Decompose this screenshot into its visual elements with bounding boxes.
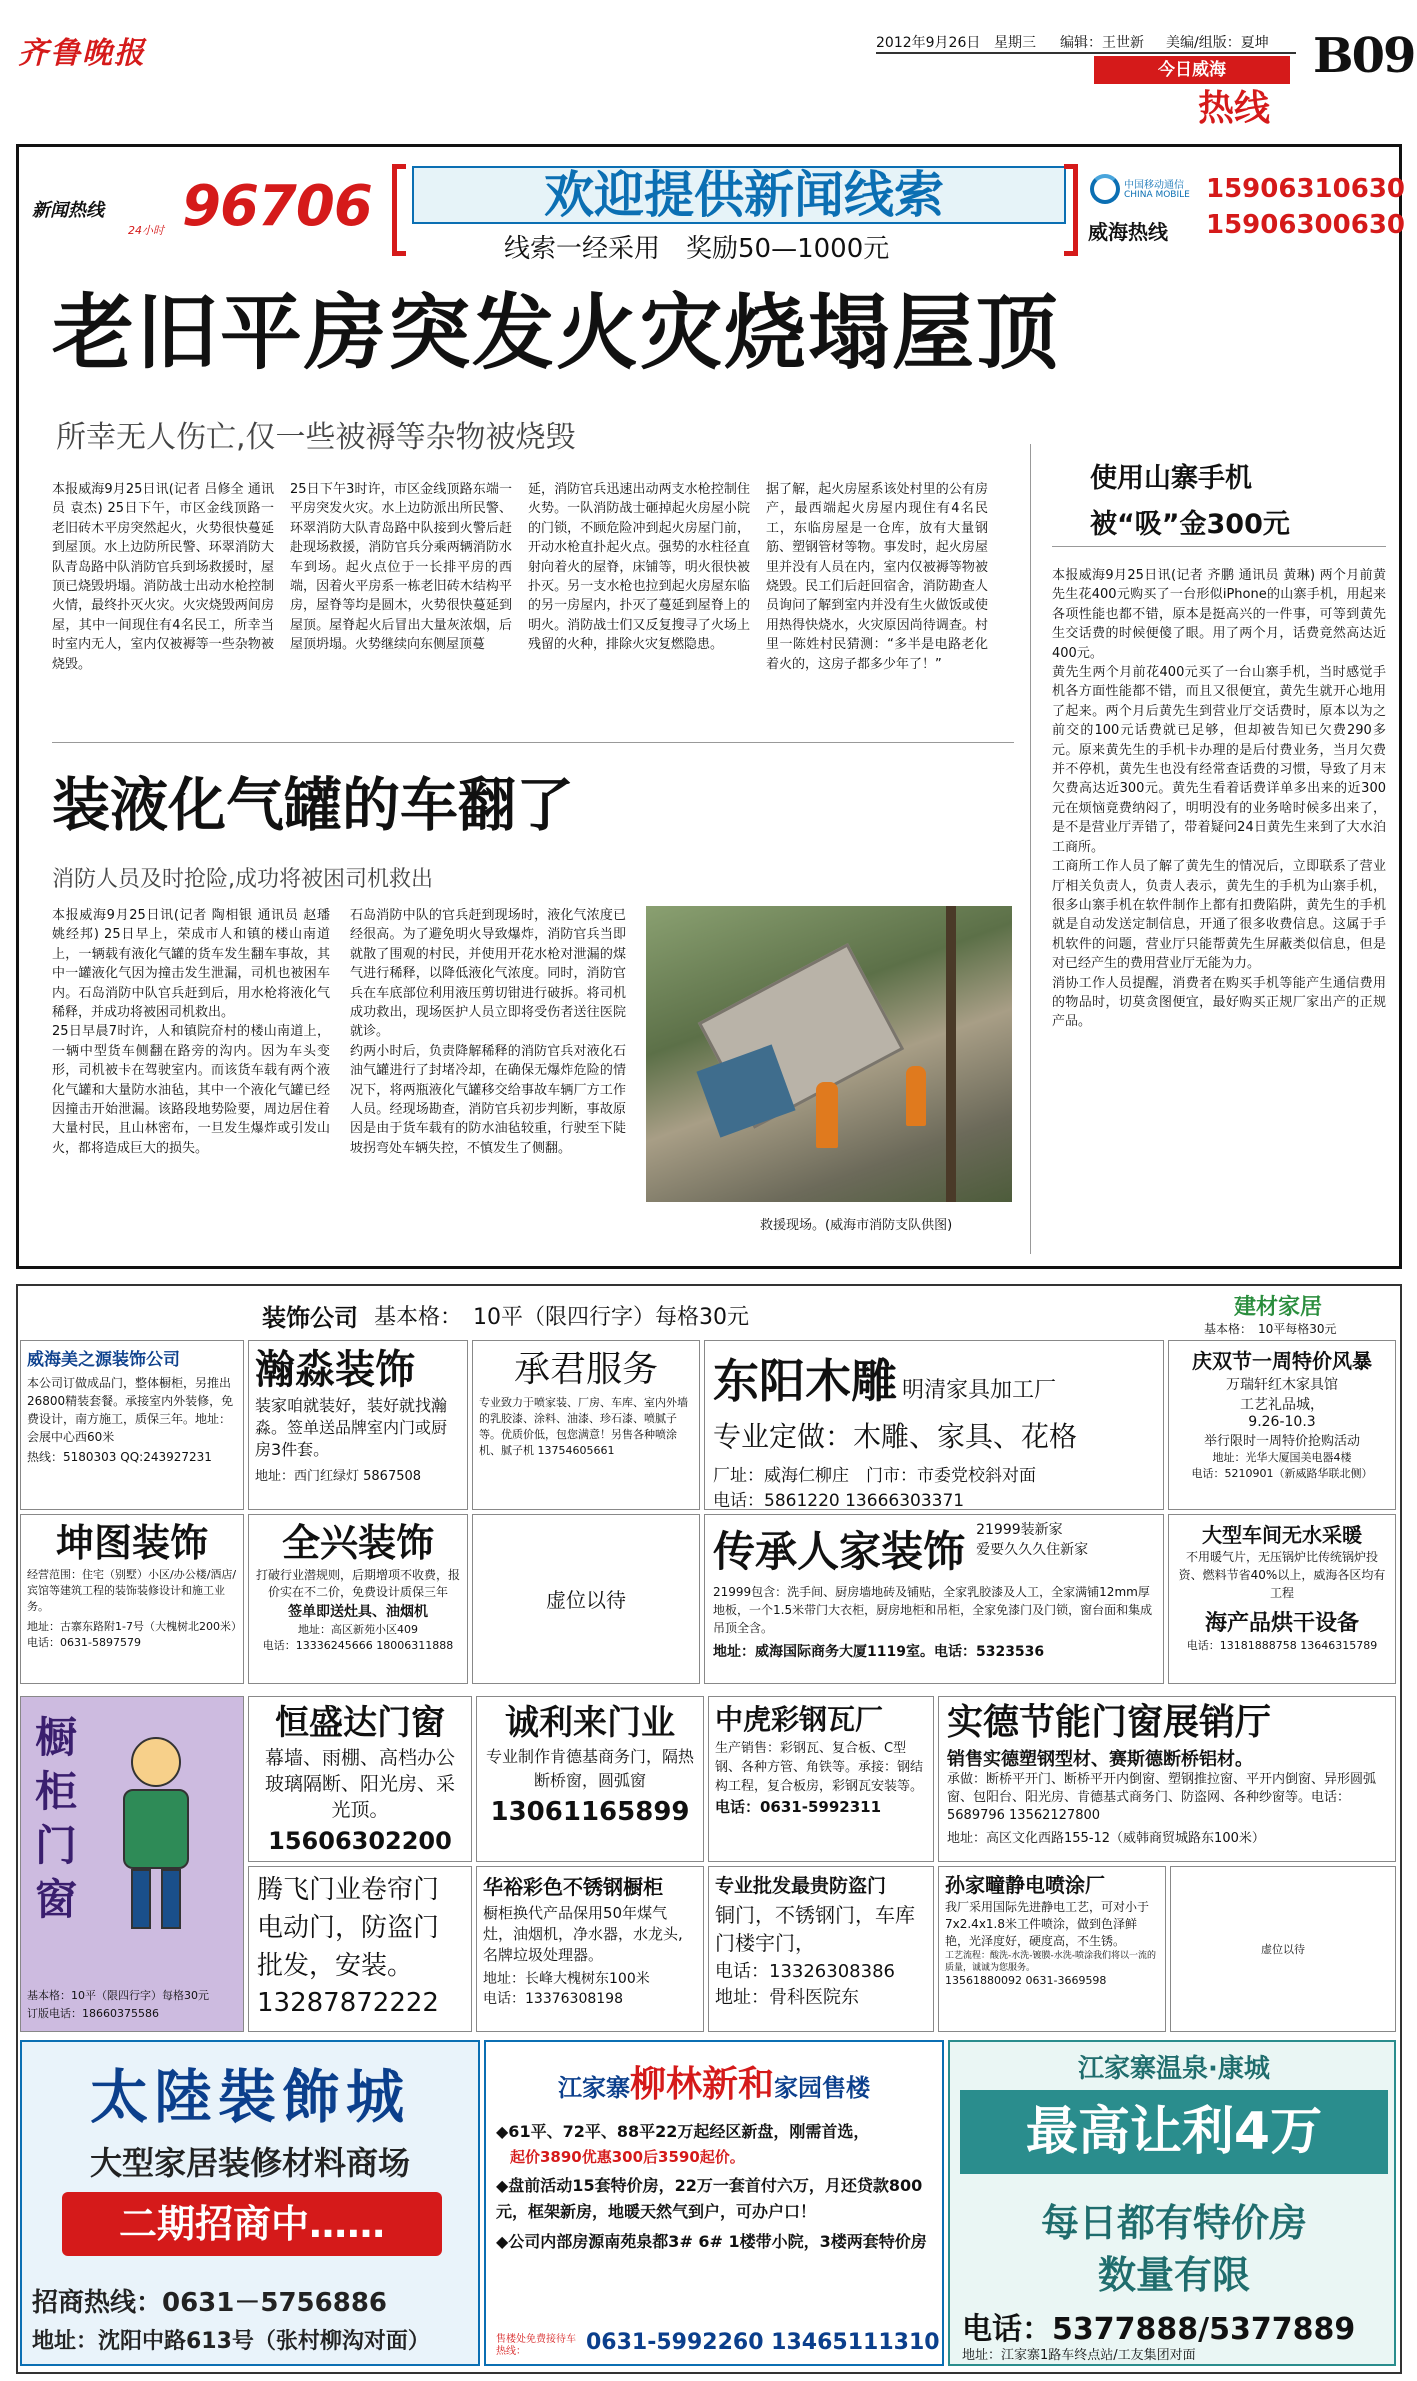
firefighter-1 (816, 1082, 838, 1148)
issue-date: 2012年9月26日 (876, 35, 981, 51)
ad-sub: 大型家居装修材料商场 (89, 2144, 410, 2182)
ad-title: 东阳木雕 (713, 1354, 897, 1408)
ad-body: 我厂采用国际先进静电工艺，可对小于7x2.4x1.8米工件喷涂，做到色泽鲜艳，光泽度好，硬度高，不生锈。 (945, 1900, 1150, 1948)
ad-title: 坤图装饰 (55, 1521, 208, 1565)
jiancai-price: 基本格： 10平每格30元 (1204, 1322, 1337, 1336)
chugui-title: 橱柜门窗 (35, 1713, 78, 1924)
designer: 美编/组版：夏坤 (1166, 35, 1269, 51)
article2-subhead: 消防人员及时抢险,成功将被困司机救出 (52, 867, 433, 892)
ad-body: 经营范围：住宅（别墅）小区/办公楼/酒店/宾馆等建筑工程的装饰装修设计和施工业务。 (27, 1568, 237, 1613)
rescue-photo (646, 906, 1012, 1202)
mobile-brand-en: CHINA MOBILE (1124, 190, 1190, 200)
hotline-sub: 线索一经采用 奖励50—1000元 (504, 234, 890, 264)
ad-body: 铜门，不锈钢门，车库门楼宇门， (715, 1903, 915, 1955)
ad-addr: 地址：西门红绿灯 5867508 (255, 1469, 422, 1484)
article2-col2: 石岛消防中队的官兵赶到现场时，液化气浓度已经很高。为了避免明火导致爆炸，消防官兵当即就散了围观的村民，并使用开花水枪对泄漏的煤气进行稀释，以降低液化气浓度。同时，消防官兵在车底部位利用液压剪切钳进行破拆。将司机成功救出，现场医护人员立即将受伤者送往医院就诊。 约两小时后，负责降解稀释的消防官兵对液化石油气罐进行了封堵冷却，在确保无爆炸危险的情况下，将两瓶液化气罐移交给事故车辆厂方工作人员。经现场勘查，消防官兵初步判断，事故原因是由于货车载有的防水油毡较重，行驶至下陡坡拐弯处车辆失控，不慎发生了侧翻。 (350, 908, 626, 1156)
ad-title: 庆双节一周特价风暴 (1192, 1349, 1372, 1373)
ad-title-name: 柳林新和 (629, 2064, 774, 2105)
ad-body-3: 9.26-10.3 (1248, 1414, 1316, 1430)
article1-subhead: 所幸无人伤亡,仅一些被褥等杂物被烧毁 (56, 420, 576, 455)
article1-headline: 老旧平房突发火灾烧塌屋顶 (52, 286, 1061, 381)
ad-body: 电动门，防盗门批发，安装。 (257, 1913, 440, 1981)
ad-sub-2: 数量有限 (1097, 2253, 1250, 2297)
ad-promo: 二期招商中…… (62, 2192, 442, 2256)
classified-title: 装饰公司 (262, 1304, 358, 1332)
ad-title: 承君服务 (513, 1349, 658, 1390)
ad-sunjia (938, 1866, 1166, 2032)
ad-bullet-1: ◆61平、72平、88平22万起经区新盘，刚需首选， (496, 2122, 870, 2141)
ad-body: 21999包含：洗手间、厨房墙地砖及铺贴，全家乳胶漆及人工，全家满铺12mm厚地板，一个1.5米带门大衣柜，厨房地柜和吊柜，全家免漆门及门锁，窗台面和集成吊顶全含。 (713, 1585, 1153, 1635)
mobile-brand: 中国移动通信 (1124, 180, 1184, 191)
ad-addr: 地址：长峰大槐树东100米 (483, 1971, 650, 1987)
article1-col1: 本报威海9月25日讯(记者 吕修全 通讯员 袁杰) 25日下午，市区金线顶路一老旧砖木平房突然起火，火势很快蔓延到屋顶。水上边防所民警、环翠消防大队青岛路中队消防官兵到场救援时，屋顶已烧毁坍塌。消防战士出动水枪控制火情，最终扑灭火灾。火灾烧毁两间房屋，其中一间现住有4名民工，所幸当时室内无人，室内仅被褥等一些杂物被烧毁。 (52, 482, 274, 672)
ad-tel: 13561880092 0631-3669598 (945, 1974, 1107, 1987)
ad-shide (938, 1696, 1396, 1862)
ad-tel: 15606302200 (268, 1827, 452, 1855)
ad-tel: 电话：13376308198 (483, 1991, 623, 2007)
article1-col3: 延，消防官兵迅速出动两支水枪控制住火势。一队消防战士砸掉起火房屋小院的门锁，不顾危险冲到起火房屋门前，开动水枪直扑起火点。强势的水柱径直射向着火的屋脊，床铺等，明火很快被扑灭。另一支水枪也拉到起火房屋东临的另一房屋内，扑灭了蔓延到屋脊上的明火。消防战士们又反复搜寻了火场上残留的火种，排除火灾复燃隐患。 (528, 482, 750, 653)
ad-qingshuang (1168, 1340, 1396, 1510)
ad-title: 诚利来门业 (505, 1703, 675, 1743)
ad-title: 虚位以待 (1261, 1943, 1305, 1956)
ad-title: 恒盛达门窗 (275, 1703, 445, 1743)
ad-tel: 电话：5861220 13666303371 (713, 1491, 965, 1510)
classified-price: 基本格： 10平（限四行字）每格30元 (374, 1305, 749, 1330)
jiancai-title: 建材家居 (1234, 1295, 1323, 1320)
section-bottom: 热线 (1198, 88, 1271, 129)
ad-big: 最高让利4万 (960, 2090, 1388, 2174)
ad-tel: 13061165899 (490, 1797, 690, 1827)
ad-tel: 电话：5210901（新威路华联北侧） (1191, 1467, 1373, 1480)
ad-addr: 厂址：威海仁柳庄 门市：市委党校斜对面 (713, 1466, 1036, 1486)
ad-quanxing (248, 1514, 468, 1684)
ad-title: 腾飞门业卷帘门 (257, 1875, 440, 1905)
firefighter-2 (906, 1066, 926, 1126)
ad-tel: 电话：0631-5992311 (715, 1798, 882, 1816)
ad-body: 橱柜换代产品保用50年煤气灶，油烟机，净水器，水龙头,名牌垃圾处理器。 (483, 1904, 683, 1964)
issue-weekday: 星期三 (994, 35, 1036, 51)
ad-title: 孙家疃静电喷涂厂 (945, 1873, 1105, 1897)
ad-dongyang (704, 1340, 1164, 1510)
ad-chuancheng (704, 1514, 1164, 1684)
ad-bullet-3: ◆公司内部房源南苑泉都3# 6# 1楼带小院，3楼两套特价房 (496, 2232, 927, 2251)
ad-body: 生产销售：彩钢瓦、复合板、C型钢、各种方管、角铁等。承接：钢结构工程，复合板房，彩钢瓦安装等。 (715, 1741, 924, 1794)
ad-addr: 地址：高区新苑小区409 (298, 1623, 418, 1636)
weihai-hotline-label: 威海热线 (1088, 220, 1168, 244)
ad-title: 全兴装饰 (281, 1521, 434, 1565)
ad-liulin (484, 2040, 944, 2366)
ad-side-2: 爱要久久久住新家 (976, 1542, 1089, 1558)
article1-col4: 据了解，起火房屋系该处村里的公有房产，最西端起火房屋内现住有4名民工，东临房屋是一仓库，放有大量钢筋、塑钢管材等物。事发时，起火房屋里并没有人员在内，室内仅被褥等物被烧毁。民工们后赶回宿舍，消防勘查人员询问了解到室内并没有生火做饭或使用热得快烧水，火灾原因尚待调查。村里一陈姓村民猜测：“多半是电路老化着火的，这房子都多少年了！” (766, 482, 988, 672)
ad-hanmiao (248, 1340, 468, 1510)
ad-addr: 地址：骨科医院东 (715, 1987, 859, 2008)
ad-tel: 热线：5180303 QQ:243927231 (27, 1450, 212, 1464)
ad-tel: 电话：5377888/5377889 (962, 2312, 1356, 2347)
ad-title: 虚位以待 (546, 1588, 626, 1612)
bracket-left (392, 164, 406, 256)
ad-meizhiyuan (20, 1340, 244, 1510)
ad-body: 专业制作肯德基商务门，隔热断桥窗，圆弧窗 (485, 1747, 694, 1790)
ad-body: 专业定做：木雕、家具、花格 (713, 1420, 1078, 1453)
page-number: B09 (1313, 28, 1415, 84)
ad-bullet-2: ◆盘前活动15套特价房，22万一套首付六万，月还贷款800元，框架新房，地暖天然气到户，可办户口！ (496, 2176, 923, 2221)
ad-title: 实德节能门窗展销厅 (947, 1702, 1272, 1743)
ad-addr: 地址：高区文化西路155-12（威韩商贸城路东100米） (947, 1831, 1265, 1846)
ad-tel: 电话：13181888758 13646315789 (1186, 1639, 1378, 1652)
ad-wenquan (948, 2040, 1396, 2366)
ad-body: 装家咱就装好，装好就找瀚淼。签单送品牌室内门或厨房3件套。 (255, 1396, 448, 1459)
article3-vline (1030, 444, 1031, 1254)
ad-body: 打破行业潜规则，后期增项不收费，报价实在不二价，免费设计质保三年 (255, 1568, 460, 1599)
ad-title: 专业批发最贵防盗门 (715, 1875, 887, 1897)
ad-dachejian (1168, 1514, 1396, 1684)
ad-title: 太陸裝飾城 (89, 2063, 410, 2131)
ad-body: 承做：断桥平开门、断桥平开内倒窗、塑钢推拉窗、平开内倒窗、异形圆弧窗、包阳台、阳光房、肯德基式商务门、防盗网、各种纱窗等。电话：5689796 13562127800 (947, 1772, 1377, 1823)
ad-vacancy (472, 1514, 700, 1684)
ad-body-4: 举行限时一周特价抢购活动 (1203, 1434, 1360, 1449)
ad-title: 传承人家装饰 (713, 1527, 966, 1576)
ad-title-post: 家园售楼 (774, 2074, 870, 2102)
editor: 编辑：王世新 (1060, 35, 1144, 51)
article2-headline: 装液化气罐的车翻了 (52, 771, 575, 839)
ad-tel: 电话：13326308386 (715, 1961, 895, 1982)
ad-sub-1: 每日都有特价房 (1040, 2201, 1307, 2245)
ad-chengjun (472, 1340, 700, 1510)
worker-figure (101, 1737, 211, 1937)
section-top: 今日威海 (1094, 56, 1290, 84)
ad-huayu (476, 1866, 704, 2032)
ad-addr: 地址：光华大厦国美电器4楼 (1212, 1451, 1352, 1464)
ad-zhonghu (708, 1696, 934, 1862)
ad-tel: 招商热线：0631－5756886 (32, 2288, 387, 2318)
ad-title: 威海美之源装饰公司 (27, 1350, 180, 1370)
ad-title: 瀚淼装饰 (255, 1347, 415, 1393)
ad-tel-label: 售楼处免费接待车热线： (496, 2334, 576, 2357)
article1-col2: 25日下午3时许，市区金线顶路东端一平房突发火灾。水上边防派出所民警、环翠消防大队青岛路中队接到火警后赶赴现场救援，消防官兵分乘两辆消防水车到场。起火点位于一长排平房的西端，因着火平房系一栋老旧砖木结构平房，屋脊等均是圆木，火势很快蔓延到屋顶。屋脊起火后冒出大量灰浓烟，后屋顶坍塌。火势继续向东侧屋顶蔓 (290, 482, 512, 653)
article3-headline-1: 使用山寨手机 (1090, 463, 1252, 494)
tree-trunk (946, 906, 956, 1202)
article-divider (52, 742, 1014, 743)
ad-title-pre: 江家寨 (557, 2074, 630, 2102)
ad-chengli (476, 1696, 704, 1862)
ad-promo: 签单即送灶具、油烟机 (288, 1604, 428, 1620)
ad-title: 华裕彩色不锈钢橱柜 (483, 1875, 663, 1899)
ad-tel: 订版电话：18660375586 (27, 2007, 159, 2020)
hotline-slogan: 欢迎提供新闻线索 (544, 166, 944, 224)
ad-bullet-1b: 起价3890优惠300后3590起价。 (510, 2148, 745, 2166)
ad-tel: 0631-5992260 13465111310 (586, 2330, 940, 2355)
ad-price: 基本格：10平（限四行字）每格30元 (27, 1989, 209, 2002)
hotline-phone-1: 15906310630 (1206, 174, 1405, 204)
hotline-number: 96706 (182, 174, 372, 239)
bracket-right (1064, 164, 1078, 256)
ad-hengshengda (248, 1696, 472, 1862)
ad-title: 江家寨温泉·康城 (1078, 2054, 1270, 2084)
ad-title: 中虎彩钢瓦厂 (715, 1703, 884, 1736)
ad-sub: 海产品烘干设备 (1204, 1611, 1359, 1636)
ad-chugui (20, 1696, 244, 2032)
ad-title: 大型车间无水采暖 (1202, 1523, 1362, 1547)
article3-rule (1052, 546, 1386, 547)
ad-tengfei (248, 1866, 472, 2032)
hotline-phone-2: 15906300630 (1206, 210, 1405, 240)
ad-body-1: 万瑞轩红木家具馆 (1226, 1377, 1338, 1393)
ad-dalu (20, 2040, 480, 2366)
ad-fangdaomen (708, 1866, 934, 2032)
article3-body: 本报威海9月25日讯(记者 齐鹏 通讯员 黄琳) 两个月前黄先生花400元购买了一台形似iPhone的山寨手机，用起来各项性能也都不错，原本是挺高兴的一件事，可等到黄先生交话费的时候便傻了眼。用了两个月，话费竟然高达近400元。 黄先生两个月前花400元买了一台山寨手机，当时感觉手机各方面性能都不错，而且又很便宜，黄先生就开心地用了起来。两个月后黄先生到营业厅交话费时，原本以为之前交的100元话费就已足够，但却被告知已欠费290多元。原来黄先生的手机卡办理的是后付费业务，当月欠费并不停机，黄先生也没有经常查话费的习惯，导致了月末欠费高达近300元。黄先生看着话费详单多出来的近300元在烦恼竟费纳闷了，明明没有的业务啥时候多出来了，是不是营业厅弄错了，带着疑问24日黄先生来到了大水泊工商所。 工商所工作人员了解了黄先生的情况后，立即联系了营业厅相关负责人，负责人表示，黄先生的手机为山寨手机，很多山寨手机在软件制作上都有扣费陷阱，黄先生的手机就是自动发送定制信息，开通了很多收费信息。这属于手机软件的问题，营业厅只能帮黄先生屏蔽类似信息，但是对已经产生的费用营业厅无能为力。 消协工作人员提醒，消费者在购买手机等能产生通信费用的物品时，切莫贪图便宜，最好购买正规厂家出产的正规产品。 (1052, 568, 1386, 1030)
header-rule (876, 52, 1296, 54)
ad-sub: 销售实德塑钢型材、赛斯德断桥铝材。 (947, 1749, 1253, 1770)
ad-tel: 13287872222 (257, 1988, 439, 2018)
hotline-banner (24, 160, 1405, 266)
ad-kuntu (20, 1514, 244, 1684)
hotline-label: 新闻热线 (32, 200, 104, 221)
ad-body: 专业致力于喷家装、厂房、车库、室内外墙的乳胶漆、涂料、油漆、珍石漆、喷腻子等。优质价低，包您满意！另售各种喷涂机、腻子机 13754605661 (479, 1396, 688, 1457)
ad-body: 幕墙、雨棚、高档办公玻璃隔断、阳光房、采光顶。 (264, 1747, 455, 1821)
photo-caption: 救援现场。(威海市消防支队供图) (760, 1218, 953, 1233)
ad-addr: 地址：沈阳中路613号（张村柳沟对面） (32, 2329, 430, 2354)
ad-side-1: 21999装新家 (976, 1522, 1063, 1538)
ad-title-side: 明清家具加工厂 (902, 1378, 1057, 1403)
article2-col1: 本报威海9月25日讯(记者 陶相银 通讯员 赵璠 姚经邦) 25日早上，荣成市人和镇的楼山南道上，一辆载有液化气罐的货车发生翻车事故，其中一罐液化气因为撞击发生泄漏，司机也被困车内。石岛消防中队官兵赶到后，用水枪将液化气稀释，并成功将被困司机救出。 25日早晨7时许，人和镇院夼村的楼山南道上，一辆中型货车侧翻在路旁的沟内。因为车头变形，司机被卡在驾驶室内。而该货车载有两个液化气罐和大量防水油毡，其中一个液化气罐已经因撞击开始泄漏。该路段地势险要，周边居住着大量村民，且山林密布，一旦发生爆炸或引发山火，都将造成巨大的损失。 (52, 908, 330, 1156)
masthead (0, 0, 1417, 140)
ad-process: 工艺流程：酸洗-水洗-镀膜-水洗-喷涂我们将以一流的质量，诚诚为您服务。 (945, 1951, 1156, 1973)
china-mobile-logo-icon (1090, 174, 1120, 204)
ad-tel: 电话：13336245666 18006311888 (262, 1639, 454, 1652)
ad-addr: 地址：江家寨1路车终点站/工友集团对面 (962, 2348, 1196, 2363)
ad-addr: 地址：古寨东路附1-7号（大槐树北200米）电话：0631-5897579 (27, 1620, 237, 1649)
ad-body-2: 工艺礼品城， (1240, 1397, 1324, 1413)
ad-body: 本公司订做成品门，整体橱柜，另推出26800精装套餐。承接室内外装修，免费设计，南方施工，质保三年。地址：会展中心西60米 (27, 1376, 234, 1444)
hotline-label-sub: 24小时 (128, 224, 164, 237)
ad-vacancy-2 (1170, 1866, 1396, 2032)
article3-headline-2: 被“吸”金300元 (1090, 509, 1290, 540)
paper-name: 齐鲁晚报 (18, 36, 146, 71)
ad-addr: 地址：威海国际商务大厦1119室。电话：5323536 (713, 1644, 1045, 1660)
ad-body: 不用暖气片，无压锅炉比传统锅炉投资、燃料节省40%以上，威海各区均有工程 (1178, 1550, 1386, 1600)
